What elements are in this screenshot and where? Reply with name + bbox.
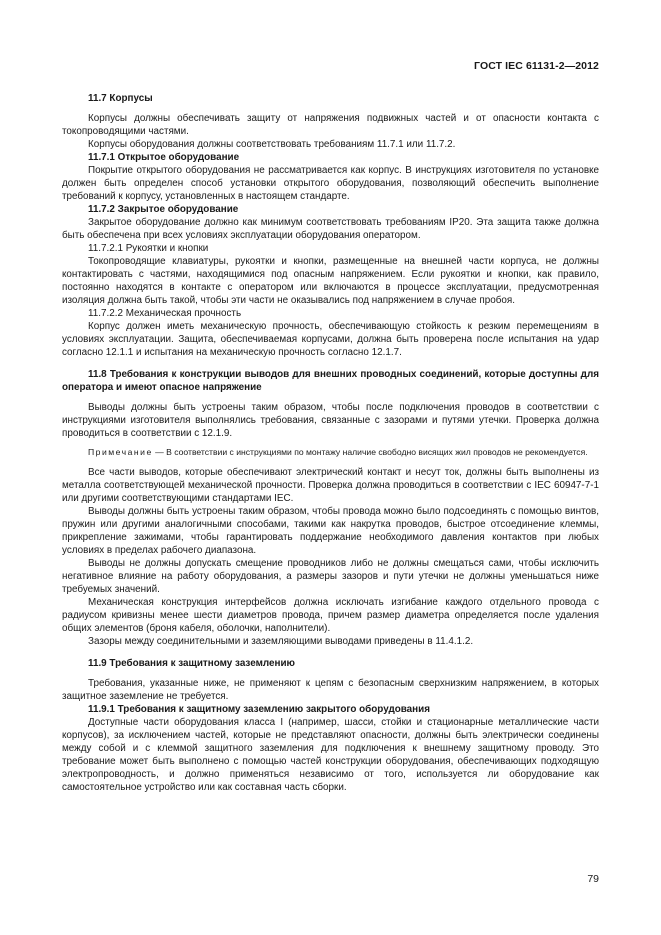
paragraph: Корпусы оборудования должны соответствовать требованиям 11.7.1 или 11.7.2. [88, 139, 456, 150]
paragraph: Доступные части оборудования класса I (например, шасси, стойки и стационарные металлические части корпусов), за исключением частей, которые не представляют опасности, должны быть электрически соединены между собой и с клеммой защитного заземления для подключения к внешнему защитному проводу. Это требование может быть выполнено с помощью частей конструкции оборудования, обеспечивающих подходящую электропроводность, и должно применяться независимо от того, используется ли оборудование как самостоятельное устройство или как составная часть сборки. [62, 716, 599, 793]
subsection-heading-11-7-2: 11.7.2 Закрытое оборудование [88, 204, 239, 215]
paragraph: Покрытие открытого оборудования не рассматривается как корпус. В инструкциях изготовителя по установке должен быть определен способ установки открытого оборудования, позволяющий обеспечить выполнение требований к корпусу, установленных в настоящем стандарте. [62, 165, 599, 202]
note [62, 447, 599, 459]
section-heading-11-8: 11.8 Требования к конструкции выводов для внешних проводных соединений, которые доступны для оператора и имеют опасное напряжение [62, 369, 599, 393]
subsection-heading-11-7-2-2: 11.7.2.2 Механическая прочность [88, 308, 242, 319]
subsection-heading-11-9-1: 11.9.1 Требования к защитному заземлению закрытого оборудования [88, 703, 430, 715]
paragraph: Корпусы должны обеспечивать защиту от напряжения подвижных частей и от опасности контакта с токопроводящими частями. [62, 113, 599, 137]
paragraph: Требования, указанные ниже, не применяют к цепям с безопасным сверхнизким напряжением, в которых защитное заземление не требуется. [62, 677, 599, 702]
page-number: 79 [587, 873, 599, 885]
subsection-heading-11-7-2-1: 11.7.2.1 Рукоятки и кнопки [88, 243, 209, 254]
section-heading-11-9: 11.9 Требования к защитному заземлению [88, 657, 295, 669]
note-text: — В соответствии с инструкциями по монтажу наличие свободно висящих жил проводов не рекомендуется. [152, 447, 588, 457]
paragraph: Выводы не должны допускать смещение проводников либо не должны смещаться сами, чтобы исключить негативное влияние на работу оборудования, а размеры зазоров и пути утечки не должны уменьшаться ниже требуемых значений. [62, 557, 599, 595]
document-body [62, 92, 599, 794]
standard-header: ГОСТ IEC 61131-2—2012 [474, 60, 599, 72]
paragraph: Механическая конструкция интерфейсов должна исключать изгибание каждого отдельного провода с радиусом кривизны менее шести диаметров провода, причем размер диаметра определяется после удаления общих элементов (броня кабеля, оболочки, наполнители). [62, 596, 599, 634]
paragraph: Выводы должны быть устроены таким образом, чтобы провода можно было подсоединять с помощью винтов, пружин или другими аналогичными способами, такими как накрутка проводов, быстрое отсоединение клеммы, прикрепление зажимами, чтобы гарантировать поддержание необходимого давления контактов при любых условиях в пределах рабочего диапазона. [62, 505, 599, 556]
paragraph: Зазоры между соединительными и заземляющими выводами приведены в 11.4.1.2. [88, 635, 474, 647]
note-label: Примечание [88, 447, 153, 457]
paragraph: Закрытое оборудование должно как минимум соответствовать требованиям IP20. Эта защита также должна быть обеспечена при всех условиях эксплуатации оборудования оператором. [62, 217, 599, 241]
paragraph: Корпус должен иметь механическую прочность, обеспечивающую стойкость к резким перемещениям в условиях эксплуатации. Защита, обеспечиваемая корпусами, должна быть проверена после испытания на удар согласно 12.1.1 и испытания на механическую прочность согласно 12.1.7. [62, 321, 599, 358]
section-heading-11-7: 11.7 Корпусы [88, 93, 153, 104]
paragraph: Все части выводов, которые обеспечивают электрический контакт и несут ток, должны быть выполнены из металла соответствующей механической прочности. Проверка должна проводиться в соответствии с IEC 60947-7-1 или другими соответствующими стандартами IEC. [62, 466, 599, 504]
paragraph: Выводы должны быть устроены таким образом, чтобы после подключения проводов в соответствии с инструкциями изготовителя выполнялись требования, связанные с зазорами и путями утечки. Проверка должна проводиться в соответствии с 12.1.9. [62, 402, 599, 439]
paragraph: Токопроводящие клавиатуры, рукоятки и кнопки, размещенные на внешней части корпуса, не должны контактировать с частями, находящимися под опасным напряжением. Если рукоятки и кнопки, как правило, постоянно находятся в контакте с оператором или включаются в процессе эксплуатации, предусмотренная изоляция должна быть такой, чтобы эти части не оказывались под напряжением в случае пробоя. [62, 256, 599, 306]
subsection-heading-11-7-1: 11.7.1 Открытое оборудование [88, 152, 240, 163]
